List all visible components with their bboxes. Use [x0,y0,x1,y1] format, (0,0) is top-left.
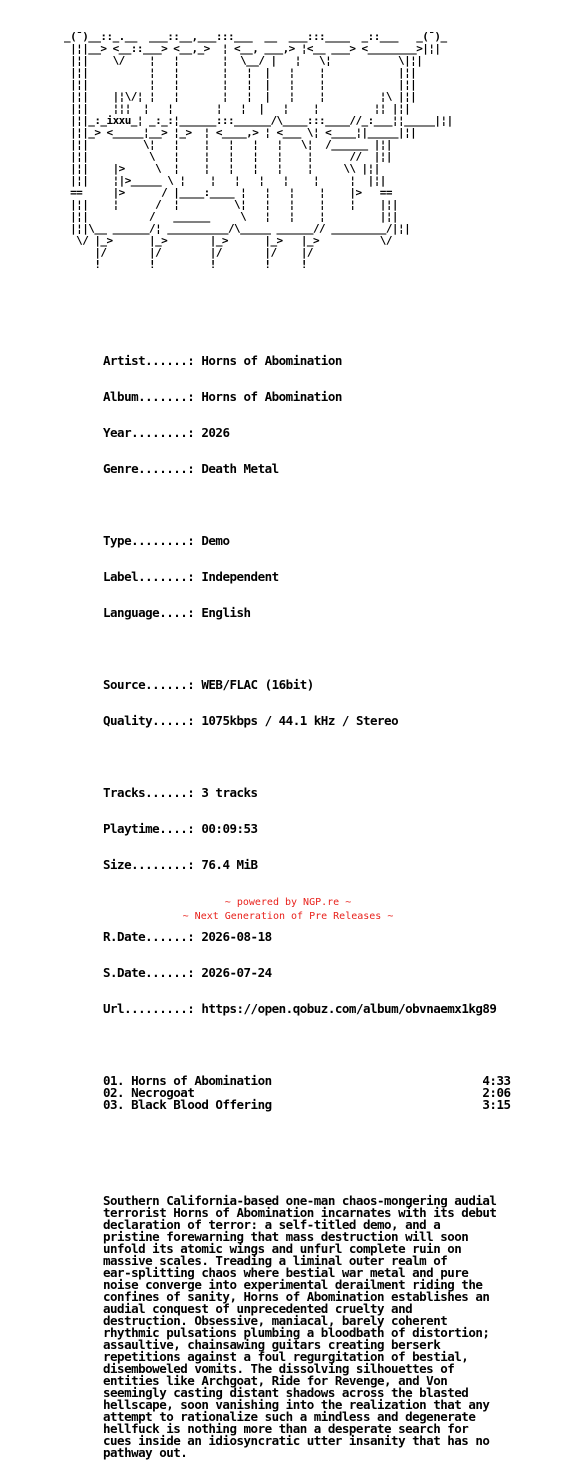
type-row [103,535,576,547]
year-row [103,427,576,439]
tracks-value: 3 tracks [201,785,258,800]
ascii-art-line: |¦|_> <_____¦__> ¦_> ¦ <____,> ¦ <___ \¦ <____¦|_____|¦| [64,126,417,139]
ascii-art-line: |¦| ¦ / ¦ \¦ ¦ ¦ ¦ ¦ |¦| [64,198,398,211]
url-value[interactable]: https://open.qobuz.com/album/obvnaemx1kg89 [201,1001,497,1016]
ascii-art-line: |¦| ¦ ¦ ¦ ¦ | ¦ ¦ |¦| [64,66,417,79]
track-number: 02. [103,1085,125,1100]
source-row [103,679,576,691]
genre-row [103,463,576,475]
quality-row [103,715,576,727]
genre-label: Genre.......: [103,461,195,476]
description-line: unfold its atomic wings and unfurl complete ruin on [103,1241,462,1256]
description-line: pathway out. [103,1445,188,1460]
artist-label: Artist......: [103,353,195,368]
sdate-value: 2026-07-24 [201,965,272,980]
ascii-art-line: == |> / |____:____ ¦ ¦ ¦ ¦ |> == [64,186,392,199]
sdate-label: S.Date......: [103,965,195,980]
type-value: Demo [201,533,230,548]
ascii-art-line: |¦|__> <__::___> <__,_> ¦ <__, ___,> ¦<__ ___> <________>|¦| [64,42,441,55]
label-label: Label.......: [103,569,195,584]
year-value: 2026 [201,425,230,440]
track-number: 01. [103,1073,125,1088]
language-row [103,607,576,619]
album-row [103,391,576,403]
ascii-art-line: |¦| |¦\/¦ ¦ ¦ ¦ ¦ | ¦ ¦ ¦\ |¦| [64,90,417,103]
ascii-art-line: |¦| ¦|>_____ \ ¦ ¦ ¦ ¦ ¦ ¦ ¦ |¦| [64,174,386,187]
ascii-art-line: |/ |/ |/ |/ |/ [64,246,313,259]
sdate-row [103,967,576,979]
description-line: rhythmic pulsations plumbing a bloodbath of distortion; [103,1325,490,1340]
ascii-art-line: |¦| ¦¦¦ ¦ ¦ ¦ ¦ | ¦ ¦ ¦¦ |¦| [64,102,411,115]
nfo-text [0,7,576,1483]
url-row [103,1003,576,1015]
source-value: WEB/FLAC (16bit) [201,677,314,692]
description-line: ear-splitting chaos where bestial war metal and pure [103,1265,469,1280]
label-row [103,571,576,583]
quality-label: Quality.....: [103,713,195,728]
language-label: Language....: [103,605,195,620]
footer-powered-by[interactable]: ~ powered by NGP.re ~ [224,897,352,908]
rdate-label: R.Date......: [103,929,195,944]
ascii-art-line: |¦| \ ¦ ¦ ¦ ¦ ¦ ¦ // |¦| [64,150,392,163]
playtime-value: 00:09:53 [201,821,258,836]
release-info [103,331,576,1171]
track-length: 3:15 [482,1097,511,1112]
artist-row [103,355,576,367]
type-label: Type........: [103,533,195,548]
rdate-value: 2026-08-18 [201,929,272,944]
tracks-label: Tracks......: [103,785,195,800]
ascii-art-line: |¦| \/ ¦ ¦ ¦ \__/ | ¦ \¦ \|¦| [64,54,423,67]
description-line: declaration of terror: a self-titled demo, and a [103,1217,441,1232]
rdate-row [103,931,576,943]
description-line: Southern California-based one-man chaos-mongering audial [103,1193,497,1208]
ascii-art-logo [64,31,576,271]
description-line: disemboweled vomits. The dissolving silhouettes of [103,1361,455,1376]
playtime-label: Playtime....: [103,821,195,836]
size-row [103,859,576,871]
track-title: Black Blood Offering [131,1097,272,1112]
description-line: noise converge into experimental derailment riding the [103,1277,483,1292]
genre-value: Death Metal [201,461,279,476]
artist-value: Horns of Abomination [201,353,342,368]
description-line: destruction. Obsessive, maniacal, barely coherent [103,1313,448,1328]
year-label: Year........: [103,425,195,440]
description-line: audial conquest of unprecedented cruelty and [103,1301,413,1316]
track-length: 2:06 [482,1085,511,1100]
ascii-art-line: |¦| ¦ ¦ ¦ ¦ | ¦ ¦ |¦| [64,78,417,91]
ascii-art-line: |¦| |> \ ¦ ¦ ¦ ¦ ¦ ¦ \\ |¦| [64,162,380,175]
footer-tagline: ~ Next Generation of Pre Releases ~ [182,911,394,922]
description-line: massive scales. Treading a liminal outer realm of [103,1253,448,1268]
description-line: repetitions against a foul regurgitation of bestial, [103,1349,469,1364]
description-line: confines of sanity, Horns of Abomination establishes an [103,1289,490,1304]
track-title: Necrogoat [131,1085,195,1100]
ascii-art-line: |¦| \¦ ¦ ¦ ¦ ¦ ¦ \¦ /______ |¦| [64,138,392,151]
size-label: Size........: [103,857,195,872]
ascii-art-line: ! ! ! ! ! [64,258,307,271]
description-line: seemingly casting distant shadows across the blasted [103,1385,469,1400]
quality-value: 1075kbps / 44.1 kHz / Stereo [201,713,399,728]
size-value: 76.4 MiB [201,857,258,872]
label-value: Independent [201,569,279,584]
track-title: Horns of Abomination [131,1073,272,1088]
description-line: hellscape, soon vanishing into the realization that any [103,1397,490,1412]
description-line: hellfuck is nothing more than a desperate search for [103,1421,469,1436]
album-value: Horns of Abomination [201,389,342,404]
album-label: Album.......: [103,389,195,404]
release-description [103,1195,573,1459]
description-line: cues inside an idiosyncratic utter insanity that has no [103,1433,490,1448]
ascii-art-line: _(¯)__::_.__ ___::__,___:::___ __ ___:::____ _::___ _(¯)_ [64,30,447,43]
tracks-row [103,787,576,799]
source-label: Source......: [103,677,195,692]
url-label: Url.........: [103,1001,195,1016]
description-line: terrorist Horns of Abomination incarnates with its debut [103,1205,497,1220]
description-line: assaultive, chainsawing guitars creating berserk [103,1337,441,1352]
description-line: pristine forewarning that mass destruction will soon [103,1229,469,1244]
track-row [103,1099,576,1111]
language-value: English [201,605,251,620]
ascii-art-line: |¦|\__ ______/¦ __________/\_____ ______// _________/|¦| [64,222,411,235]
track-length: 4:33 [482,1073,511,1088]
description-line: entities like Archgoat, Ride for Revenge, and Von [103,1373,448,1388]
track-number: 03. [103,1097,125,1112]
playtime-row [103,823,576,835]
tracklist [103,1075,576,1111]
ascii-art-line: |¦| / ______ \ ¦ ¦ ¦ |¦| [64,210,398,223]
description-line: attempt to rationalize such a mindless and degenerate [103,1409,476,1424]
ascii-art-line: \/ |_> |_> |_> |_> |_> \/ [64,234,392,247]
ascii-art-line: |¦|_:_ixxu_¦ _:_:¦______:::______/\____:::____//_:___¦¦_____|¦| [64,114,453,127]
